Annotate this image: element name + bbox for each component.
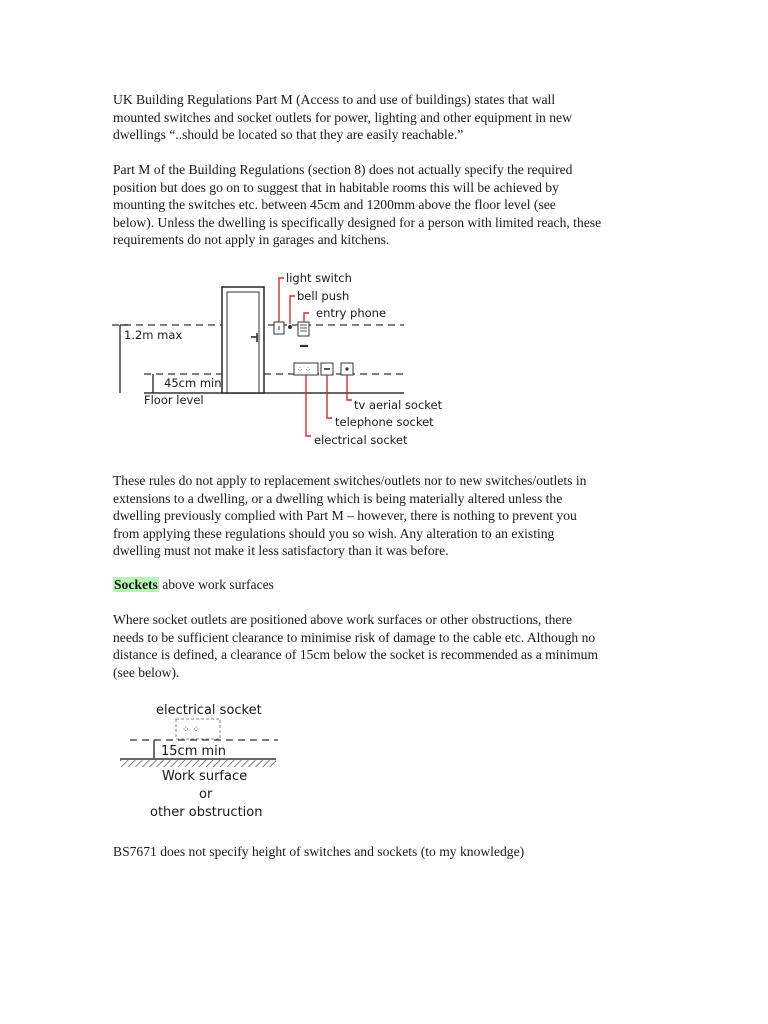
rules-paragraph bbox=[113, 472, 663, 560]
socket-title-label: electrical socket bbox=[156, 703, 262, 718]
text-line: dwellings “..should be located so that they are easily reachable.” bbox=[113, 127, 464, 143]
floor-level-label: Floor level bbox=[144, 393, 204, 407]
max-height-label: 1.2m max bbox=[124, 328, 183, 342]
clearance-label: 15cm min bbox=[161, 744, 226, 759]
svg-text:⁘ ⁘: ⁘ ⁘ bbox=[297, 366, 311, 374]
section-heading bbox=[113, 576, 663, 594]
text-line: requirements do not apply in garages and kitchens. bbox=[113, 232, 390, 248]
text-line: distance is defined, a clearance of 15cm below the socket is recommended as a minimum bbox=[113, 647, 599, 663]
telephone-socket-label: telephone socket bbox=[335, 415, 434, 429]
bell-push-leader bbox=[290, 296, 295, 324]
telephone-socket-leader bbox=[327, 375, 332, 418]
electrical-socket-leader bbox=[306, 375, 311, 436]
entry-phone-label: entry phone bbox=[316, 306, 387, 320]
or-label: or bbox=[199, 787, 213, 802]
text-line: UK Building Regulations Part M (Access to and use of buildings) states that wall bbox=[113, 92, 556, 107]
text-line: dwelling previously complied with Part M – however, there is nothing to prevent you bbox=[113, 508, 577, 524]
bell-push-label: bell push bbox=[297, 289, 350, 303]
text-line: (see below). bbox=[113, 664, 180, 680]
text-line: Where socket outlets are positioned above work surfaces or other obstructions, there bbox=[113, 612, 573, 627]
worksurface-paragraph bbox=[113, 611, 663, 681]
intro-paragraph bbox=[113, 91, 663, 144]
entry-phone-leader bbox=[304, 313, 309, 322]
text-line: dwelling must not make it less satisfactory than it was before. bbox=[113, 543, 449, 559]
text-line: position but does go on to suggest that in habitable rooms this will be achieved by bbox=[113, 179, 559, 195]
text-line: Part M of the Building Regulations (section 8) does not actually specify the required bbox=[113, 162, 573, 177]
heading-rest: above work surfaces bbox=[158, 577, 274, 592]
text-line: below). Unless the dwelling is specifically designed for a person with limited reach, these bbox=[113, 214, 602, 230]
work-surface-hatch bbox=[120, 760, 276, 767]
text-line: from applying these regulations should you so wish. Any alteration to an existing bbox=[113, 525, 555, 541]
min-height-label: 45cm min bbox=[164, 376, 222, 390]
text-line: These rules do not apply to replacement switches/outlets nor to new switches/outlets in bbox=[113, 473, 587, 488]
worksurface-diagram bbox=[112, 698, 284, 822]
text-line: mounting the switches etc. between 45cm and 1200mm above the floor level (see bbox=[113, 197, 556, 213]
light-switch-leader bbox=[279, 278, 284, 322]
obstruction-label: other obstruction bbox=[150, 805, 263, 820]
electrical-socket-label: electrical socket bbox=[314, 433, 408, 447]
svg-text:⁘ ⁘: ⁘ ⁘ bbox=[182, 725, 200, 735]
entry-phone-icon bbox=[298, 322, 309, 336]
light-switch-label: light switch bbox=[286, 271, 352, 285]
highlighted-word: Sockets bbox=[114, 577, 158, 592]
text-line: needs to be sufficient clearance to minimise risk of damage to the cable etc. Although no bbox=[113, 629, 596, 645]
text-line: extensions to a dwelling, or a dwelling which is being materially altered unless the bbox=[113, 490, 563, 506]
footer-paragraph bbox=[113, 843, 663, 861]
text-line: mounted switches and socket outlets for power, lighting and other equipment in new bbox=[113, 109, 572, 125]
section8-paragraph bbox=[113, 161, 663, 249]
text-line: BS7671 does not specify height of switches and sockets (to my knowledge) bbox=[113, 844, 525, 859]
work-surface-label: Work surface bbox=[162, 769, 248, 784]
tv-socket-leader bbox=[347, 375, 352, 400]
bell-push-icon bbox=[288, 325, 292, 329]
tv-socket-label: tv aerial socket bbox=[354, 398, 443, 412]
switch-height-diagram bbox=[108, 266, 448, 452]
